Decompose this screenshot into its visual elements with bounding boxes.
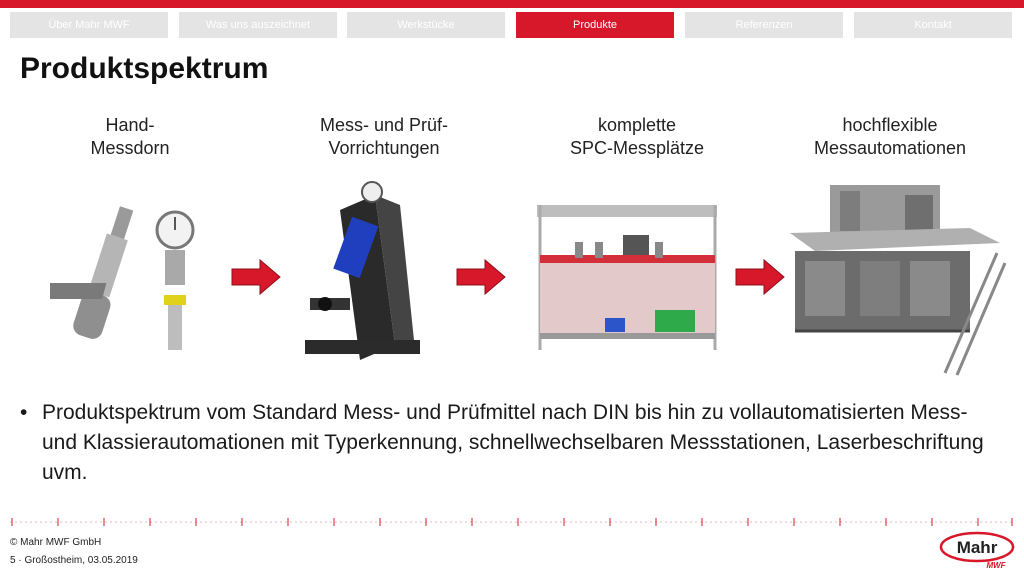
footer-copyright: © Mahr MWF GmbH — [10, 537, 102, 548]
caption-line: SPC-Messplätze — [569, 138, 705, 158]
caption-hand-messdorn — [30, 114, 230, 160]
caption-line: Hand- — [105, 115, 155, 135]
tab-referenzen[interactable]: Referenzen — [685, 12, 843, 38]
tab-produkte[interactable]: Produkte — [516, 12, 674, 38]
caption-line: Vorrichtungen — [328, 138, 440, 158]
messautomation-image — [785, 183, 1007, 378]
tab-was-uns-auszeichnet[interactable]: Was uns auszeichnet — [179, 12, 337, 38]
caption-line: Mess- und Prüf- — [319, 115, 449, 135]
tab-werkstuecke[interactable]: Werkstücke — [347, 12, 505, 38]
hand-messdorn-image — [50, 195, 210, 355]
caption-line: Messautomationen — [813, 138, 967, 158]
caption-line: komplette — [597, 115, 677, 135]
spc-messplatz-image — [535, 200, 720, 355]
mess-vorrichtung-image — [300, 180, 430, 365]
caption-line: Messdorn — [90, 138, 170, 158]
tab-kontakt[interactable]: Kontakt — [854, 12, 1012, 38]
arrow-right-icon — [734, 258, 786, 296]
arrow-right-icon — [230, 258, 282, 296]
arrow-right-icon — [455, 258, 507, 296]
nav-bar — [10, 12, 1012, 38]
bullet-dot-icon: • — [20, 401, 28, 424]
mahr-logo — [938, 530, 1016, 570]
caption-line: hochflexible — [842, 115, 938, 135]
caption-spc — [537, 114, 737, 160]
caption-mess-pruef — [284, 114, 484, 160]
logo-subtext: MWF — [986, 561, 1006, 570]
top-accent-bar — [0, 0, 1024, 8]
page-title: Produktspektrum — [20, 52, 269, 85]
logo-text: Mahr — [956, 538, 998, 557]
tab-ueber-mahr[interactable]: Über Mahr MWF — [10, 12, 168, 38]
bullet-text: Produktspektrum vom Standard Mess- und Prüfmittel nach DIN bis hin zu vollautomatisierten Mess- und Klassierautomationen mit Typerkennung, schnellwechselbaren Messstationen, Laserbeschriftung uvm. — [42, 401, 984, 484]
caption-messautomation — [790, 114, 990, 160]
footer-page-info: 5 · Großostheim, 03.05.2019 — [10, 555, 138, 566]
decorative-ruler — [10, 516, 1014, 528]
